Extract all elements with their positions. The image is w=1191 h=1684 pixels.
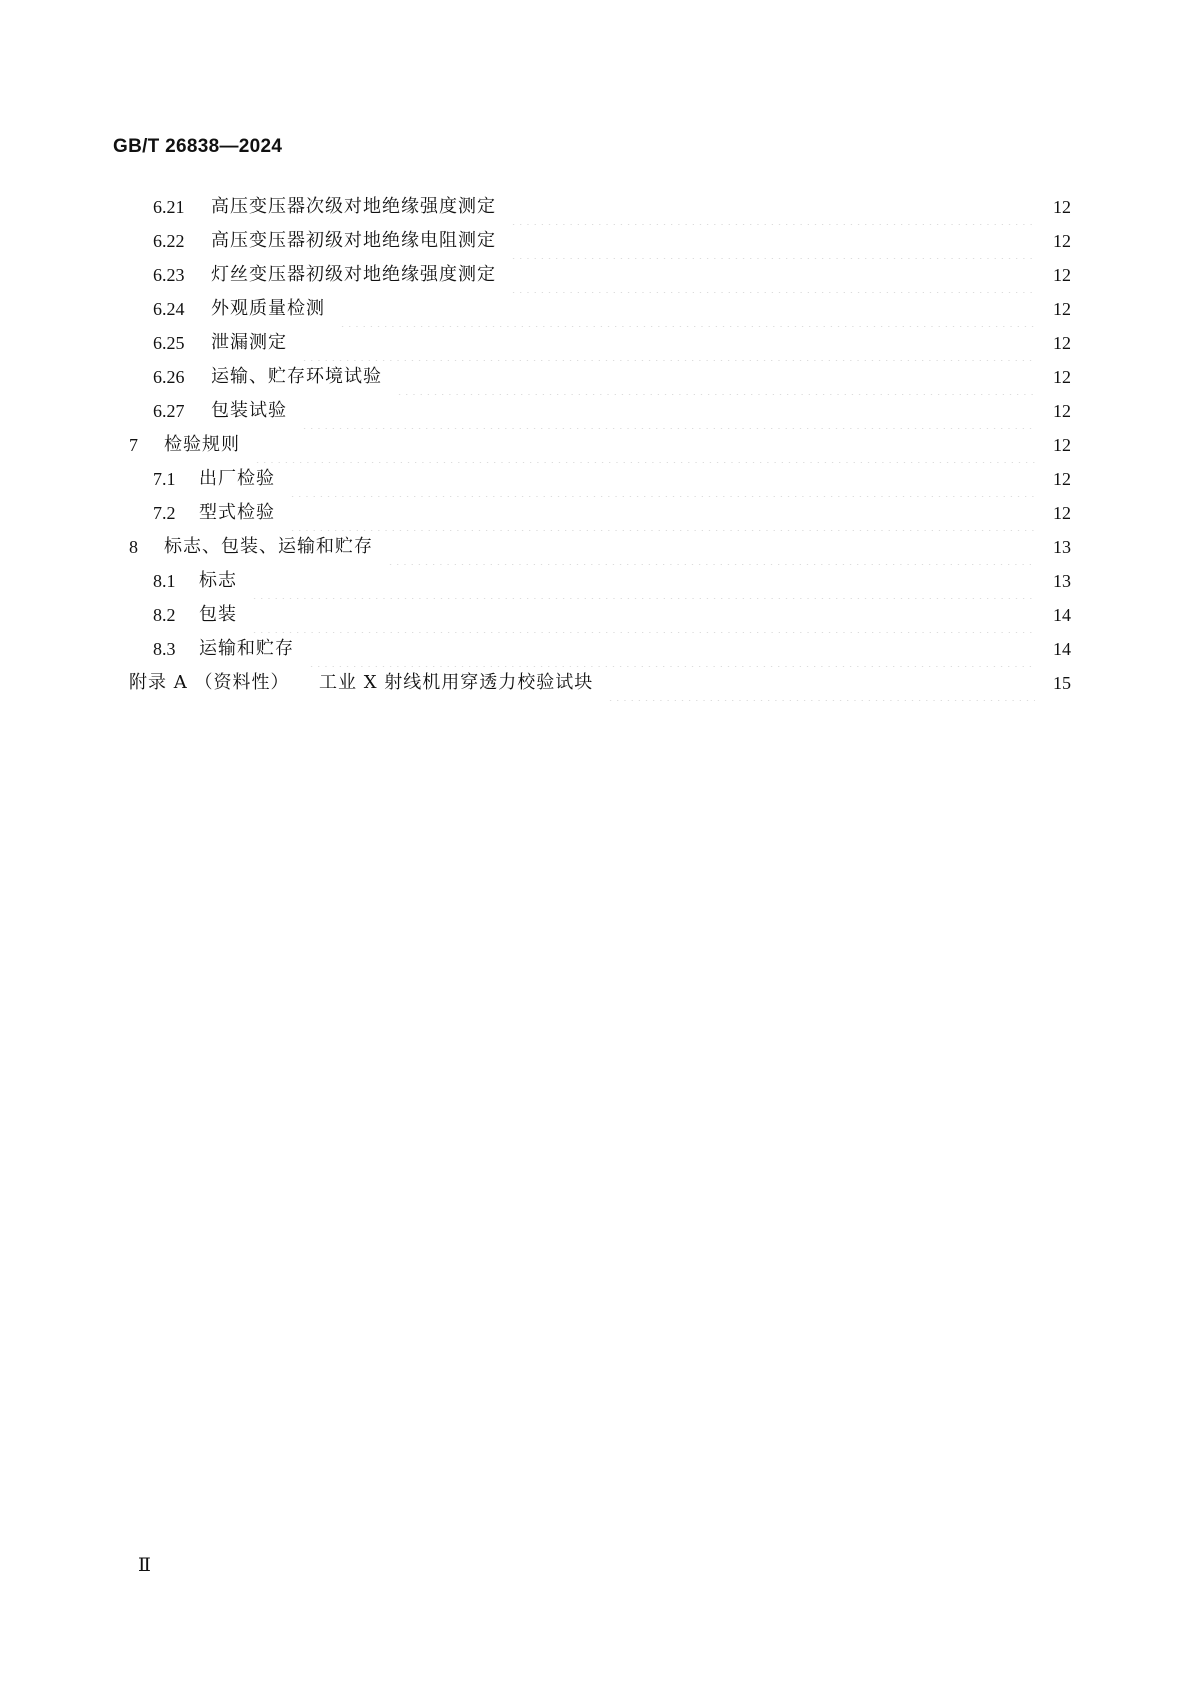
toc-entry-6-21[interactable] [153,189,1071,225]
dot-leader [510,189,1035,225]
toc-entry-title: 工业 X 射线机用穿透力校验试块 [319,672,594,693]
dot-leader [607,665,1035,701]
toc-entry-page: 12 [1053,299,1071,319]
toc-entry-number: 6.22 [153,231,185,251]
appendix-label: 附录 A （资料性） [129,672,290,693]
toc-entry-page: 12 [1053,469,1071,489]
dot-leader [510,257,1035,293]
toc-entry-6-23[interactable] [153,257,1071,293]
toc-entry-number: 7.2 [153,503,176,523]
toc-entry-6-24[interactable] [153,291,1071,327]
dot-leader [251,597,1035,633]
toc-entry-number: 8 [129,537,138,557]
toc-entry-7-2[interactable] [153,495,1071,531]
toc-entry-title: 高压变压器次级对地绝缘强度测定 [211,196,496,217]
toc-entry-title: 标志 [199,570,237,591]
toc-entry-6-22[interactable] [153,223,1071,259]
toc-entry-8[interactable] [129,529,1071,565]
toc-entry-number: 8.3 [153,639,176,659]
page-number-footer: Ⅱ [138,1555,151,1576]
toc-entry-6-26[interactable] [153,359,1071,395]
toc-entry-number: 6.21 [153,197,185,217]
toc-entry-number: 6.23 [153,265,185,285]
dot-leader [251,563,1035,599]
dot-leader [289,495,1035,531]
toc-entry-number: 8.2 [153,605,176,625]
toc-entry-title: 泄漏测定 [211,332,287,353]
toc-entry-page: 12 [1053,265,1071,285]
toc-entry-page: 12 [1053,401,1071,421]
toc-entry-title: 出厂检验 [199,468,275,489]
toc-entry-title: 运输和贮存 [199,638,294,659]
toc-entry-title: 运输、贮存环境试验 [211,366,382,387]
toc-entry-6-27[interactable] [153,393,1071,429]
toc-entry-number: 6.27 [153,401,185,421]
toc-entry-number: 6.24 [153,299,185,319]
toc-entry-page: 12 [1053,197,1071,217]
toc-entry-page: 15 [1053,673,1071,693]
toc-entry-number: 6.26 [153,367,185,387]
toc-entry-number: 7 [129,435,138,455]
toc-entry-number: 8.1 [153,571,176,591]
toc-entry-title: 外观质量检测 [211,298,325,319]
dot-leader [510,223,1035,259]
dot-leader [301,325,1035,361]
toc-entry-page: 12 [1053,367,1071,387]
toc-entry-title: 高压变压器初级对地绝缘电阻测定 [211,230,496,251]
toc-entry-page: 14 [1053,605,1071,625]
toc-entry-8-2[interactable] [153,597,1071,633]
toc-entry-page: 12 [1053,435,1071,455]
toc-entry-title: 包装试验 [211,400,287,421]
toc-entry-title: 包装 [199,604,237,625]
toc-entry-appendix-a[interactable] [129,665,1071,701]
toc-entry-title: 灯丝变压器初级对地绝缘强度测定 [211,264,496,285]
toc-entry-7[interactable] [129,427,1071,463]
toc-entry-page: 13 [1053,571,1071,591]
toc-entry-page: 14 [1053,639,1071,659]
toc-entry-page: 13 [1053,537,1071,557]
dot-leader [254,427,1035,463]
dot-leader [289,461,1035,497]
toc-entry-page: 12 [1053,231,1071,251]
dot-leader [396,359,1035,395]
toc-entry-8-1[interactable] [153,563,1071,599]
dot-leader [308,631,1035,667]
toc-entry-title: 型式检验 [199,502,275,523]
toc-entry-7-1[interactable] [153,461,1071,497]
toc-entry-title: 标志、包装、运输和贮存 [164,536,373,557]
standard-code-header: GB/T 26838—2024 [113,136,283,157]
toc-entry-6-25[interactable] [153,325,1071,361]
toc-entry-page: 12 [1053,333,1071,353]
dot-leader [301,393,1035,429]
toc-entry-8-3[interactable] [153,631,1071,667]
toc-entry-title: 检验规则 [164,434,240,455]
toc-entry-number: 7.1 [153,469,176,489]
dot-leader [339,291,1035,327]
toc-entry-page: 12 [1053,503,1071,523]
toc-entry-number: 6.25 [153,333,185,353]
dot-leader [387,529,1035,565]
